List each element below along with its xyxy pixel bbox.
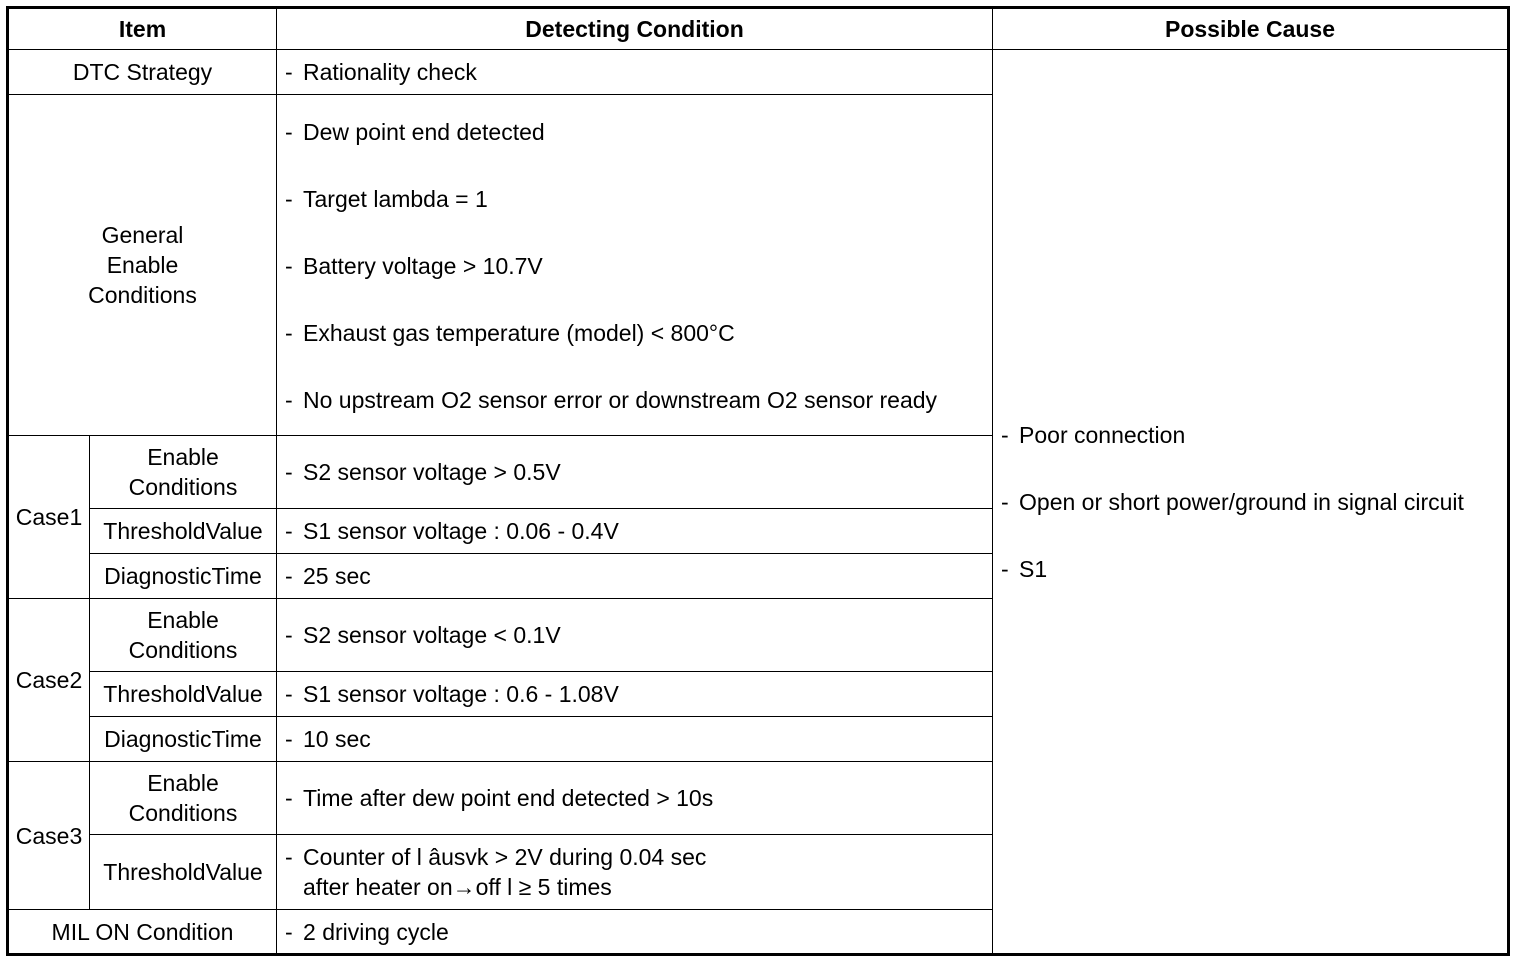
condition-item: - Dew point end detected <box>285 119 545 145</box>
case1-enable-condition: - S2 sensor voltage > 0.5V <box>277 436 993 509</box>
case2-label: Case2 <box>8 599 90 762</box>
cause-item: - Open or short power/ground in signal circuit <box>1001 488 1464 515</box>
case1-enable-label: Enable Conditions <box>90 436 277 509</box>
case1-time-label: DiagnosticTime <box>90 554 277 599</box>
condition-item: - Exhaust gas temperature (model) < 800°C <box>285 320 735 346</box>
possible-cause-cell <box>993 50 1509 955</box>
mil-on-condition: - 2 driving cycle <box>277 910 993 955</box>
mil-on-label: MIL ON Condition <box>8 910 277 955</box>
case3-enable-condition: - Time after dew point end detected > 10s <box>277 762 993 835</box>
general-enable-conditions <box>277 95 993 436</box>
condition-item: - No upstream O2 sensor error or downstream O2 sensor ready <box>285 387 938 413</box>
possible-cause-list <box>1001 420 1499 584</box>
case2-time-label: DiagnosticTime <box>90 717 277 762</box>
condition-item: - Target lambda = 1 <box>285 186 488 212</box>
case2-threshold-label: ThresholdValue <box>90 672 277 717</box>
dtc-strategy-row <box>8 50 1509 95</box>
case3-threshold-label: ThresholdValue <box>90 835 277 910</box>
case1-label: Case1 <box>8 436 90 599</box>
dtc-strategy-condition: - Rationality check <box>277 50 993 95</box>
condition-item: - Battery voltage > 10.7V <box>285 253 543 279</box>
header-item: Item <box>8 8 277 50</box>
case2-enable-condition: - S2 sensor voltage < 0.1V <box>277 599 993 672</box>
general-enable-label: General Enable Conditions <box>8 95 277 436</box>
case2-enable-label: Enable Conditions <box>90 599 277 672</box>
header-possible-cause: Possible Cause <box>993 8 1509 50</box>
cause-item: - Poor connection <box>1001 421 1186 448</box>
case1-threshold-label: ThresholdValue <box>90 509 277 554</box>
case3-enable-label: Enable Conditions <box>90 762 277 835</box>
header-row <box>8 8 1509 50</box>
case1-threshold-value: - S1 sensor voltage : 0.06 - 0.4V <box>277 509 993 554</box>
dtc-strategy-label: DTC Strategy <box>8 50 277 95</box>
dtc-table <box>6 6 1510 956</box>
dtc-strategy-value: Rationality check <box>303 59 477 85</box>
case2-time-value: - 10 sec <box>277 717 993 762</box>
case3-threshold-value: - Counter of l âusvk > 2V during 0.04 sec after heater on→off l ≥ 5 times <box>277 835 993 910</box>
cause-item: - S1 <box>1001 555 1048 582</box>
header-detecting-condition: Detecting Condition <box>277 8 993 50</box>
case1-time-value: - 25 sec <box>277 554 993 599</box>
case3-label: Case3 <box>8 762 90 910</box>
case2-threshold-value: - S1 sensor voltage : 0.6 - 1.08V <box>277 672 993 717</box>
